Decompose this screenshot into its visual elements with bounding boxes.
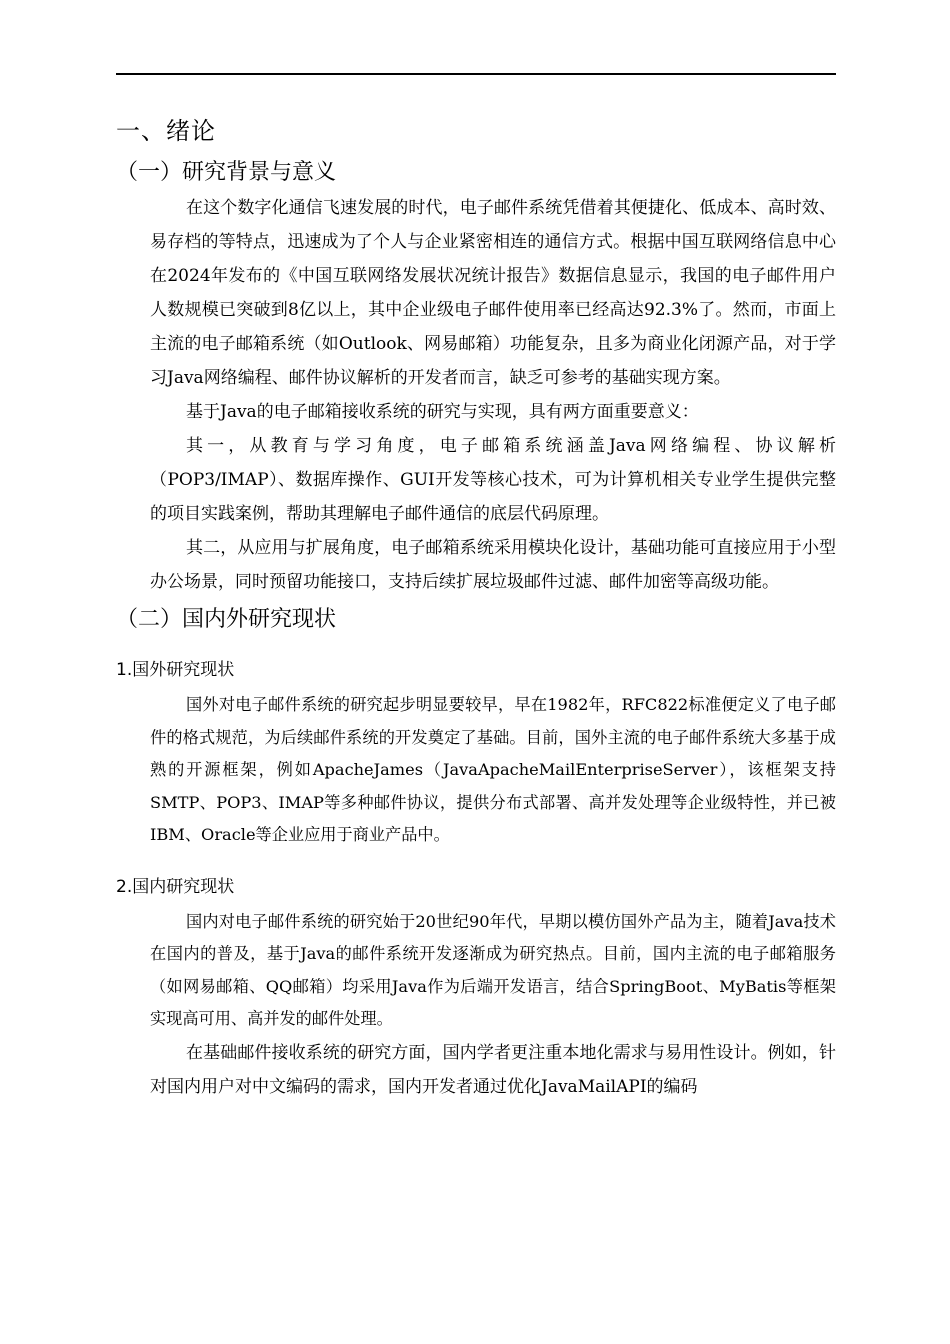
paragraph: 其一，从教育与学习角度，电子邮箱系统涵盖Java网络编程、协议解析（POP3/IMAP）、数据库操作、GUI开发等核心技术，可为计算机相关专业学生提供完整的项目实践案例，帮助其理解电子邮件通信的底层代码原理。 [150,436,836,524]
paragraph: 国内对电子邮件系统的研究始于20世纪90年代，早期以模仿国外产品为主，随着Java技术在国内的普及，基于Java的邮件系统开发逐渐成为研究热点。目前，国内主流的电子邮箱服务（如网易邮箱、QQ邮箱）均采用Java作为后端开发语言，结合SpringBoot、MyBatis等框架实现高可用、高并发的邮件处理。 [150,911,836,1028]
chapter-title: 一、绪论 [116,117,216,145]
subsection-title-foreign: 1.国外研究现状 [116,660,235,680]
paragraph: 国外对电子邮件系统的研究起步明显要较早，早在1982年，RFC822标准便定义了电子邮件的格式规范，为后续邮件系统的开发奠定了基础。目前，国外主流的电子邮件系统大多基于成熟的开源框架，例如ApacheJames（JavaApacheMailEnterpriseServer），该框架支持SMTP、POP3、IMAP等多种邮件协议，提供分布式部署、高并发处理等企业级特性，并已被IBM、Oracle等企业应用于商业产品中。 [150,695,836,844]
subsection-title-domestic: 2.国内研究现状 [116,876,235,897]
section-title-background: （一）研究背景与意义 [116,160,337,185]
paragraph: 在这个数字化通信飞速发展的时代，电子邮件系统凭借着其便捷化、低成本、高时效、易存档的等特点，迅速成为了个人与企业紧密相连的通信方式。根据中国互联网络信息中心在2024年发布的《中国互联网络发展状况统计报告》数据信息显示，我国的电子邮件用户人数规模已突破到8亿以上，其中企业级电子邮件使用率已经高达92.3%了。然而，市面上主流的电子邮箱系统（如Outlook、网易邮箱）功能复杂，且多为商业化闭源产品，对于学习Java网络编程、邮件协议解析的开发者而言，缺乏可参考的基础实现方案。 [150,198,836,388]
document-body [116,108,836,1104]
paragraph: 在基础邮件接收系统的研究方面，国内学者更注重本地化需求与易用性设计。例如，针对国内用户对中文编码的需求，国内开发者通过优化JavaMailAPI的编码 [150,1042,836,1097]
section-title-status: （二）国内外研究现状 [116,607,337,632]
paragraph: 其二，从应用与扩展角度，电子邮箱系统采用模块化设计，基础功能可直接应用于小型办公场景，同时预留功能接口，支持后续扩展垃圾邮件过滤、邮件加密等高级功能。 [150,538,836,592]
paragraph: 基于Java的电子邮箱接收系统的研究与实现，具有两方面重要意义： [186,402,699,422]
header-rule [116,73,836,75]
